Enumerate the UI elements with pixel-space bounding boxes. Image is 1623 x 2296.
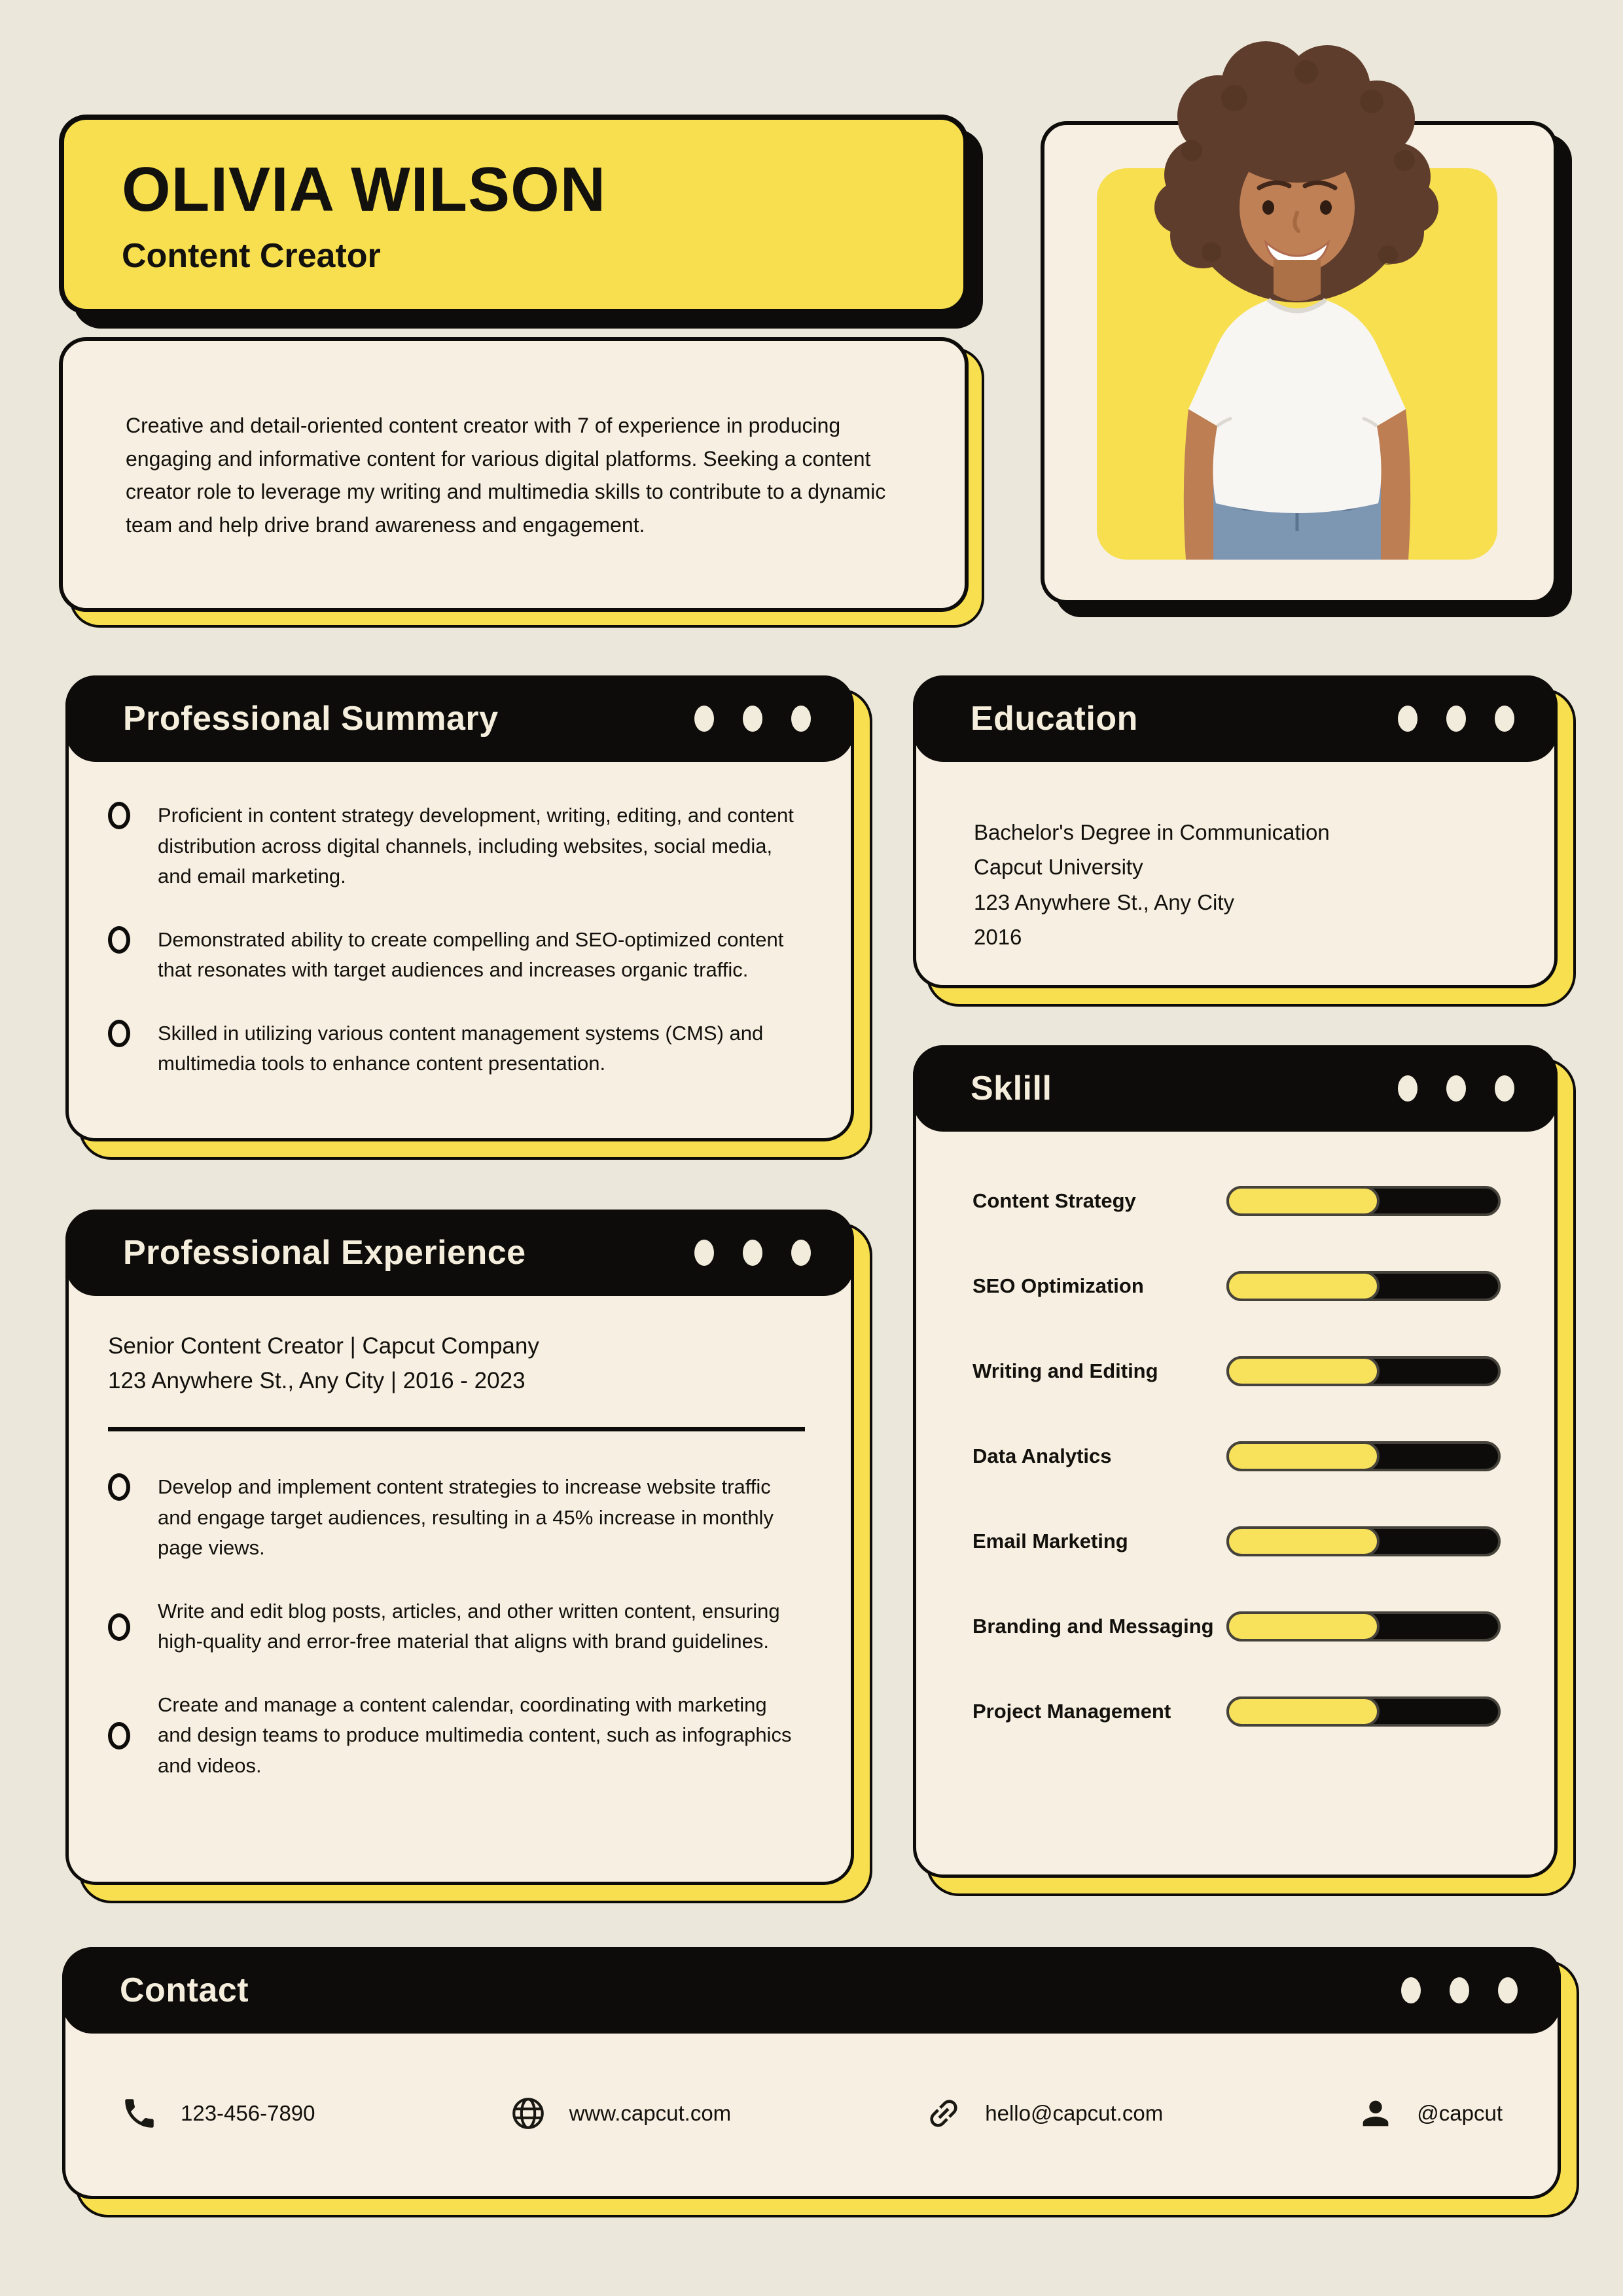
contact-item-email bbox=[925, 2094, 1163, 2132]
list-item bbox=[108, 1018, 809, 1079]
divider bbox=[108, 1427, 805, 1431]
education-year: 2016 bbox=[974, 925, 1022, 950]
skills-header bbox=[913, 1045, 1558, 1132]
skill-progress-bar bbox=[1226, 1611, 1501, 1641]
skill-progress-fill bbox=[1226, 1271, 1380, 1301]
skill-row bbox=[972, 1441, 1501, 1471]
education-header bbox=[913, 675, 1558, 762]
education-details bbox=[916, 759, 1554, 955]
summary-bullet-text: Proficient in content strategy development, writing, editing, and content distribution across digital channels, including websites, social media, and email marketing. bbox=[158, 804, 794, 888]
globe-icon bbox=[509, 2094, 547, 2132]
contact-list bbox=[65, 2030, 1558, 2196]
window-dot bbox=[694, 1240, 714, 1266]
contact-phone: 123-456-7890 bbox=[181, 2100, 315, 2125]
skill-progress-bar bbox=[1226, 1696, 1501, 1727]
skill-progress-fill bbox=[1226, 1441, 1380, 1471]
skill-label: Data Analytics bbox=[972, 1444, 1112, 1467]
skill-progress-bar bbox=[1226, 1526, 1501, 1556]
window-dot bbox=[1498, 1977, 1518, 2003]
professional-summary-card bbox=[65, 675, 854, 1141]
window-dot bbox=[1495, 1075, 1514, 1102]
window-dot bbox=[1398, 706, 1418, 732]
skill-label: Email Marketing bbox=[972, 1530, 1128, 1552]
list-item bbox=[108, 1472, 805, 1564]
link-icon bbox=[925, 2094, 963, 2132]
skill-label: SEO Optimization bbox=[972, 1274, 1144, 1297]
contact-header bbox=[62, 1947, 1561, 2034]
name-card bbox=[59, 115, 969, 314]
professional-summary-header bbox=[65, 675, 854, 762]
contact-item-website bbox=[509, 2094, 732, 2132]
portrait-photo bbox=[1097, 36, 1497, 560]
contact-card bbox=[62, 1947, 1561, 2199]
window-dots bbox=[1401, 1977, 1518, 2003]
experience-bullet-text: Develop and implement content strategies to increase website traffic and engage target audiences, resulting in a 45% increase in monthly page views. bbox=[158, 1475, 774, 1559]
skill-row bbox=[972, 1611, 1501, 1641]
person-name: OLIVIA WILSON bbox=[122, 154, 607, 224]
professional-summary-title: Professional Summary bbox=[123, 700, 499, 738]
circle-bullet-icon bbox=[108, 1613, 130, 1641]
skills-list bbox=[916, 1128, 1554, 1727]
about-text: Creative and detail-oriented content creator with 7 of experience in producing engaging and informative content for various digital platforms. Seeking a content creator role to leverage my writing and multimedia skills to contribute to a dynamic team and help drive brand awareness and engagement. bbox=[126, 414, 886, 537]
person-role: Content Creator bbox=[122, 236, 381, 275]
circle-bullet-icon bbox=[108, 926, 130, 954]
skill-progress-bar bbox=[1226, 1186, 1501, 1216]
experience-meta: 123 Anywhere St., Any City | 2016 - 2023 bbox=[108, 1367, 526, 1393]
education-degree: Bachelor's Degree in Communication bbox=[974, 820, 1330, 844]
skill-row bbox=[972, 1356, 1501, 1386]
summary-bullet-text: Skilled in utilizing various content management systems (CMS) and multimedia tools to enhance content presentation. bbox=[158, 1021, 764, 1075]
education-address: 123 Anywhere St., Any City bbox=[974, 889, 1235, 914]
skill-progress-fill bbox=[1226, 1186, 1380, 1216]
window-dots bbox=[1398, 1075, 1514, 1102]
list-item bbox=[108, 800, 809, 892]
professional-experience-title: Professional Experience bbox=[123, 1234, 526, 1272]
window-dot bbox=[1495, 706, 1514, 732]
professional-experience-header bbox=[65, 1210, 854, 1296]
skill-row bbox=[972, 1526, 1501, 1556]
education-school: Capcut University bbox=[974, 855, 1143, 880]
window-dot bbox=[1398, 1075, 1418, 1102]
list-item bbox=[108, 1596, 805, 1657]
photo-card bbox=[1041, 121, 1558, 604]
window-dots bbox=[694, 1240, 811, 1266]
contact-website: www.capcut.com bbox=[569, 2100, 732, 2125]
circle-bullet-icon bbox=[108, 1722, 130, 1749]
window-dot bbox=[1401, 1977, 1421, 2003]
circle-bullet-icon bbox=[108, 1020, 130, 1047]
education-title: Education bbox=[971, 700, 1138, 738]
window-dot bbox=[791, 1240, 811, 1266]
contact-item-phone bbox=[120, 2094, 315, 2132]
window-dots bbox=[694, 706, 811, 732]
window-dot bbox=[1450, 1977, 1469, 2003]
skill-row bbox=[972, 1271, 1501, 1301]
summary-bullet-text: Demonstrated ability to create compelling and SEO-optimized content that resonates with target audiences and increases organic traffic. bbox=[158, 927, 784, 981]
window-dot bbox=[1446, 706, 1466, 732]
phone-icon bbox=[120, 2094, 158, 2132]
about-card bbox=[59, 337, 969, 612]
skills-card bbox=[913, 1045, 1558, 1878]
skill-label: Writing and Editing bbox=[972, 1359, 1158, 1382]
skill-row bbox=[972, 1186, 1501, 1216]
experience-bullet-text: Write and edit blog posts, articles, and other written content, ensuring high-quality and error-free material that aligns with brand guidelines. bbox=[158, 1599, 780, 1653]
skill-progress-bar bbox=[1226, 1356, 1501, 1386]
skill-label: Branding and Messaging bbox=[972, 1615, 1214, 1638]
window-dot bbox=[791, 706, 811, 732]
contact-title: Contact bbox=[120, 1971, 249, 2009]
list-item bbox=[108, 1690, 805, 1782]
contact-email: hello@capcut.com bbox=[985, 2100, 1164, 2125]
skill-progress-fill bbox=[1226, 1356, 1380, 1386]
circle-bullet-icon bbox=[108, 1473, 130, 1501]
skill-progress-bar bbox=[1226, 1441, 1501, 1471]
skill-label: Content Strategy bbox=[972, 1189, 1136, 1212]
summary-bullet-list bbox=[69, 759, 851, 1079]
skills-title: Sklill bbox=[971, 1069, 1052, 1107]
education-card bbox=[913, 675, 1558, 988]
window-dot bbox=[694, 706, 714, 732]
experience-details bbox=[69, 1293, 851, 1781]
contact-social-handle: @capcut bbox=[1417, 2100, 1503, 2125]
skill-label: Project Management bbox=[972, 1700, 1171, 1723]
window-dots bbox=[1398, 706, 1514, 732]
list-item bbox=[108, 925, 809, 986]
photo-yellow-backdrop bbox=[1097, 168, 1497, 560]
circle-bullet-icon bbox=[108, 802, 130, 829]
user-icon bbox=[1357, 2094, 1395, 2132]
experience-role: Senior Content Creator | Capcut Company bbox=[108, 1333, 539, 1359]
skill-progress-fill bbox=[1226, 1526, 1380, 1556]
window-dot bbox=[743, 1240, 762, 1266]
skill-progress-fill bbox=[1226, 1611, 1380, 1641]
skill-row bbox=[972, 1696, 1501, 1727]
experience-bullet-text: Create and manage a content calendar, coordinating with marketing and design teams to produce multimedia content, such as infographics and videos. bbox=[158, 1693, 792, 1777]
skill-progress-fill bbox=[1226, 1696, 1380, 1727]
window-dot bbox=[743, 706, 762, 732]
skill-progress-bar bbox=[1226, 1271, 1501, 1301]
contact-item-social bbox=[1357, 2094, 1503, 2132]
window-dot bbox=[1446, 1075, 1466, 1102]
professional-experience-card bbox=[65, 1210, 854, 1885]
